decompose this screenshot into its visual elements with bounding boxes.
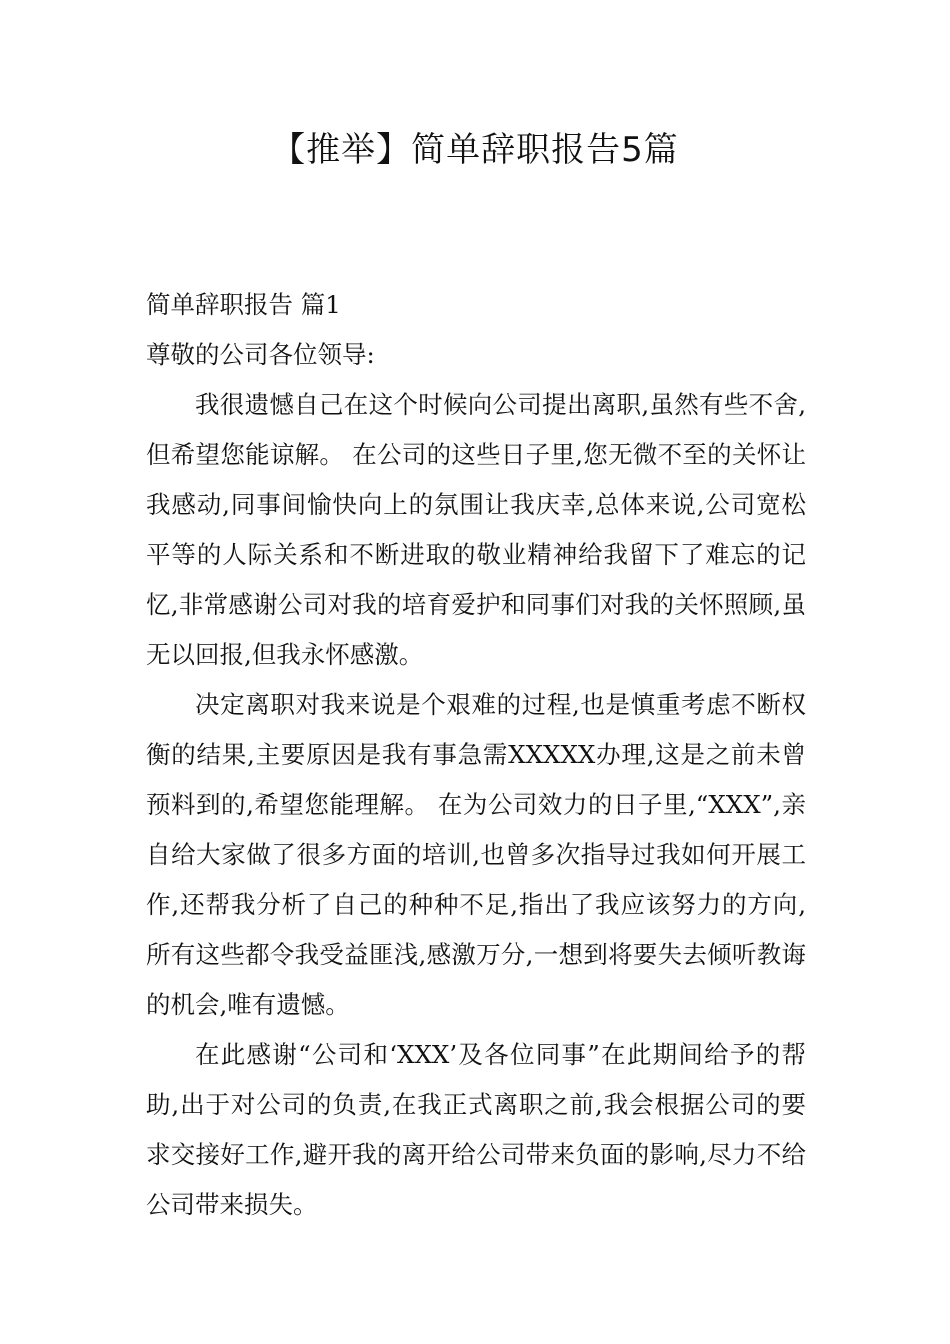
section-heading: 简单辞职报告 篇1 <box>146 290 341 319</box>
document-body <box>146 280 806 1230</box>
salutation: 尊敬的公司各位领导: <box>146 340 375 369</box>
body-paragraph-3: 在此感谢“公司和‘XXX’及各位同事”在此期间给予的帮助,出于对公司的负责,在我正式离职之前,我会根据公司的要求交接好工作,避开我的离开给公司带来负面的影响,尽力不给公司带来损失。 <box>146 1040 806 1219</box>
body-paragraph-1: 我很遗憾自己在这个时候向公司提出离职,虽然有些不舍,但希望您能谅解。 在公司的这些日子里,您无微不至的关怀让我感动,同事间愉快向上的氛围让我庆幸,总体来说,公司宽松平等的人际关系和不断进取的敬业精神给我留下了难忘的记忆,非常感谢公司对我的培育爱护和同事们对我的关怀照顾,虽无以回报,但我永怀感激。 <box>146 390 806 669</box>
document-title: 【推举】简单辞职报告5篇 <box>271 130 679 170</box>
body-paragraph-2: 决定离职对我来说是个艰难的过程,也是慎重考虑不断权衡的结果,主要原因是我有事急需XXXXX办理,这是之前未曾预料到的,希望您能理解。 在为公司效力的日子里,“XXX”,亲自给大家做了很多方面的培训,也曾多次指导过我如何开展工作,还帮我分析了自己的种种不足,指出了我应该努力的方向,所有这些都令我受益匪浅,感激万分,一想到将要失去倾听教诲的机会,唯有遗憾。 <box>146 690 806 1019</box>
